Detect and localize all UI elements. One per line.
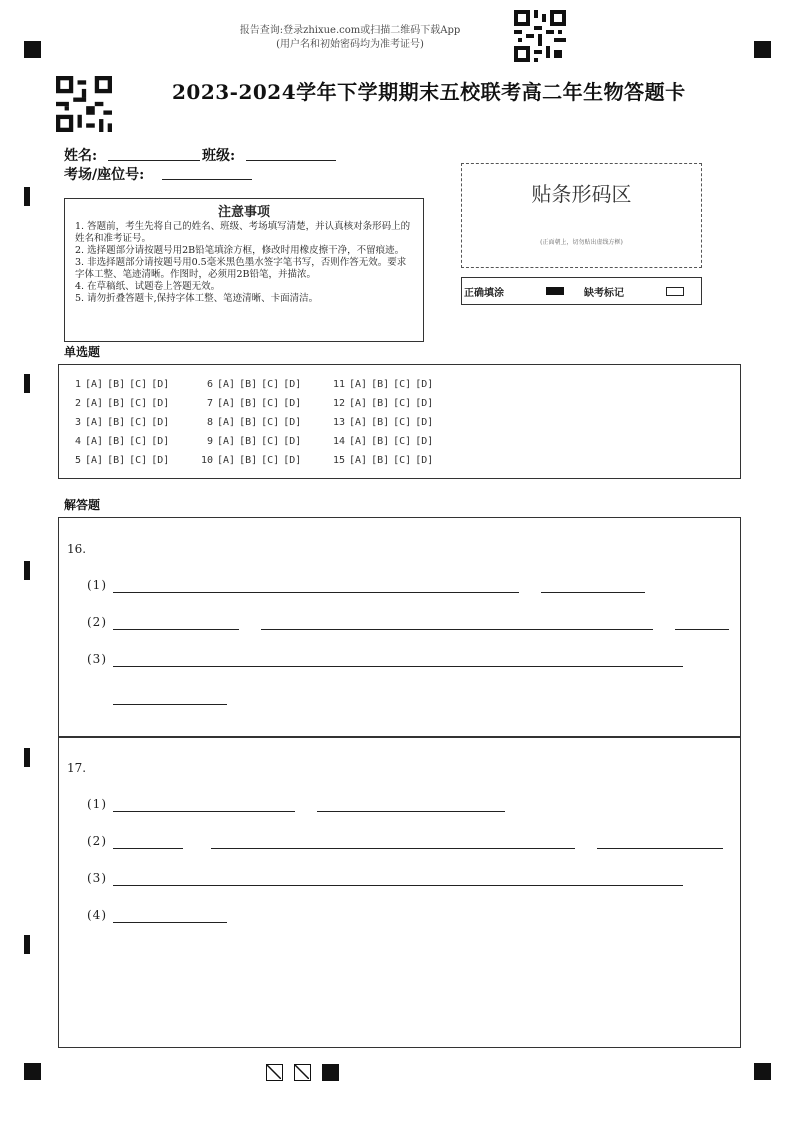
answer-line[interactable] [113, 592, 519, 593]
question-number: 12 [332, 398, 345, 409]
answer-line[interactable] [113, 848, 183, 849]
answer-line[interactable] [211, 848, 575, 849]
page-marker-box [294, 1064, 311, 1081]
option-b[interactable]: [B] [107, 417, 126, 428]
option-a[interactable]: [A] [349, 417, 368, 428]
option-c[interactable]: [C] [393, 455, 412, 466]
barcode-area[interactable] [461, 163, 702, 268]
option-d[interactable]: [D] [283, 398, 302, 409]
option-a[interactable]: [A] [217, 455, 236, 466]
name-field[interactable] [108, 160, 200, 161]
timing-mark [24, 935, 30, 954]
notice-list [65, 220, 423, 305]
option-b[interactable]: [B] [371, 398, 390, 409]
fill-example-box [461, 277, 702, 305]
answer-box-q16 [58, 517, 741, 738]
option-d[interactable]: [D] [283, 417, 302, 428]
option-b[interactable]: [B] [371, 455, 390, 466]
option-a[interactable]: [A] [349, 436, 368, 447]
option-d[interactable]: [D] [151, 398, 170, 409]
answer-line[interactable] [261, 629, 653, 630]
part-label: (4) [87, 908, 107, 922]
answer-line[interactable] [113, 704, 227, 705]
question-number-17: 17. [67, 761, 87, 775]
choice-row [65, 432, 173, 451]
question-number: 5 [74, 455, 81, 466]
question-number: 14 [332, 436, 345, 447]
option-b[interactable]: [B] [239, 379, 258, 390]
single-choice-box [58, 364, 741, 479]
part-label: (2) [87, 615, 107, 629]
notice-item: 4. 在草稿纸、试题卷上答题无效。 [75, 281, 221, 292]
option-a[interactable]: [A] [85, 455, 104, 466]
option-b[interactable]: [B] [107, 455, 126, 466]
option-a[interactable]: [A] [85, 417, 104, 428]
answer-line[interactable] [597, 848, 723, 849]
page-marker-box [266, 1064, 283, 1081]
question-number: 13 [332, 417, 345, 428]
option-c[interactable]: [C] [129, 379, 148, 390]
password-hint-line: (用户名和初始密码均为准考证号) [276, 39, 424, 50]
notice-item: 5. 请勿折叠答题卡,保持字体工整、笔迹清晰、卡面清洁。 [75, 293, 319, 304]
option-b[interactable]: [B] [239, 436, 258, 447]
part-label: (3) [87, 652, 107, 666]
corner-mark-bottom-left [24, 1063, 41, 1080]
choice-row [329, 451, 437, 470]
option-a[interactable]: [A] [85, 379, 104, 390]
option-c[interactable]: [C] [393, 436, 412, 447]
option-d[interactable]: [D] [415, 398, 434, 409]
notice-item: 2. 选择题部分请按题号用2B铅笔填涂方框，修改时用橡皮擦干净，不留痕迹。 [75, 245, 405, 256]
option-d[interactable]: [D] [151, 436, 170, 447]
option-c[interactable]: [C] [129, 417, 148, 428]
part-label: (2) [87, 834, 107, 848]
choice-column [65, 375, 173, 470]
answer-line[interactable] [113, 811, 295, 812]
question-number: 11 [332, 379, 345, 390]
option-b[interactable]: [B] [371, 379, 390, 390]
free-response-label: 解答题 [64, 498, 101, 512]
corner-mark-bottom-right [754, 1063, 771, 1080]
notice-box [64, 198, 424, 342]
option-c[interactable]: [C] [261, 379, 280, 390]
question-number: 7 [206, 398, 213, 409]
absent-mark-checkbox[interactable] [666, 287, 684, 296]
choice-row [329, 375, 437, 394]
login-line: 报告查询:登录zhixue.com或扫描二维码下载App [239, 25, 461, 36]
choice-row [329, 413, 437, 432]
option-a[interactable]: [A] [349, 398, 368, 409]
option-a[interactable]: [A] [217, 436, 236, 447]
corner-mark-top-left [24, 41, 41, 58]
answer-line[interactable] [317, 811, 505, 812]
option-d[interactable]: [D] [151, 379, 170, 390]
page-marker-filled [322, 1064, 339, 1081]
class-field[interactable] [246, 160, 336, 161]
choice-row [329, 432, 437, 451]
option-d[interactable]: [D] [415, 417, 434, 428]
app-qr-code[interactable] [514, 10, 566, 62]
question-number: 3 [74, 417, 81, 428]
option-c[interactable]: [C] [261, 417, 280, 428]
part-label: (1) [87, 578, 107, 592]
notice-title: 注意事项 [217, 205, 270, 220]
option-a[interactable]: [A] [85, 436, 104, 447]
option-c[interactable]: [C] [261, 398, 280, 409]
option-a[interactable]: [A] [349, 379, 368, 390]
choice-column [329, 375, 437, 470]
seat-field[interactable] [162, 179, 252, 180]
choice-row [65, 413, 173, 432]
part-label: (1) [87, 797, 107, 811]
timing-mark [24, 748, 30, 767]
option-b[interactable]: [B] [239, 398, 258, 409]
option-a[interactable]: [A] [85, 398, 104, 409]
seat-label: 考场/座位号: [64, 167, 145, 183]
timing-mark [24, 561, 30, 580]
option-a[interactable]: [A] [349, 455, 368, 466]
option-a[interactable]: [A] [217, 417, 236, 428]
option-b[interactable]: [B] [371, 436, 390, 447]
choice-row [197, 413, 305, 432]
corner-mark-top-right [754, 41, 771, 58]
option-b[interactable]: [B] [107, 398, 126, 409]
part-label: (3) [87, 871, 107, 885]
option-c[interactable]: [C] [129, 455, 148, 466]
option-b[interactable]: [B] [107, 379, 126, 390]
question-number: 9 [206, 436, 213, 447]
choice-row [65, 394, 173, 413]
option-d[interactable]: [D] [415, 379, 434, 390]
answer-line[interactable] [113, 666, 683, 667]
option-b[interactable]: [B] [371, 417, 390, 428]
choice-row [329, 394, 437, 413]
question-number-16: 16. [67, 542, 87, 556]
option-b[interactable]: [B] [239, 417, 258, 428]
notice-item: 3. 非选择题部分请按题号用0.5毫米黑色墨水签字笔书写，否则作答无效。要求字体工整、笔迹清晰。作图时，必须用2B铅笔，并描浓。 [75, 257, 407, 280]
correct-fill-label: 正确填涂 [464, 288, 504, 299]
option-d[interactable]: [D] [283, 436, 302, 447]
option-a[interactable]: [A] [217, 398, 236, 409]
option-d[interactable]: [D] [283, 455, 302, 466]
barcode-title: 贴条形码区 [531, 182, 632, 206]
correct-fill-sample [546, 287, 564, 295]
option-c[interactable]: [C] [261, 436, 280, 447]
answer-line[interactable] [113, 922, 227, 923]
question-number: 10 [200, 455, 213, 466]
question-number: 4 [74, 436, 81, 447]
answer-line[interactable] [113, 885, 683, 886]
choice-row [65, 375, 173, 394]
option-b[interactable]: [B] [239, 455, 258, 466]
option-d[interactable]: [D] [283, 379, 302, 390]
barcode-hint: (正面朝上，切勿贴出虚线方框) [540, 239, 623, 246]
option-c[interactable]: [C] [129, 436, 148, 447]
report-login-hint [200, 24, 500, 52]
choice-row [65, 451, 173, 470]
notice-item: 1. 答题前，考生先将自己的姓名、班级、考场填写清楚，并认真核对条形码上的姓名和准考证号。 [75, 221, 411, 244]
single-choice-label: 单选题 [64, 345, 101, 359]
question-number: 1 [74, 379, 81, 390]
choice-row [197, 451, 305, 470]
question-number: 8 [206, 417, 213, 428]
option-d[interactable]: [D] [415, 436, 434, 447]
timing-mark [24, 187, 30, 206]
question-number: 2 [74, 398, 81, 409]
option-c[interactable]: [C] [393, 379, 412, 390]
option-a[interactable]: [A] [217, 379, 236, 390]
answer-box-q17 [58, 736, 741, 1048]
answer-line[interactable] [113, 629, 239, 630]
answer-line[interactable] [541, 592, 645, 593]
class-label: 班级: [202, 148, 236, 164]
question-number: 6 [206, 379, 213, 390]
timing-mark [24, 374, 30, 393]
absent-mark-label: 缺考标记 [584, 288, 624, 299]
card-qr-code [56, 76, 112, 132]
choice-row [197, 375, 305, 394]
choice-column [197, 375, 305, 470]
option-d[interactable]: [D] [415, 455, 434, 466]
option-d[interactable]: [D] [151, 417, 170, 428]
question-number: 15 [332, 455, 345, 466]
choice-row [197, 432, 305, 451]
page-title: 2023-2024学年下学期期末五校联考高二年生物答题卡 [172, 80, 686, 104]
option-c[interactable]: [C] [129, 398, 148, 409]
answer-line[interactable] [675, 629, 729, 630]
option-b[interactable]: [B] [107, 436, 126, 447]
option-d[interactable]: [D] [151, 455, 170, 466]
option-c[interactable]: [C] [393, 417, 412, 428]
option-c[interactable]: [C] [393, 398, 412, 409]
choice-row [197, 394, 305, 413]
name-label: 姓名: [64, 148, 98, 164]
option-c[interactable]: [C] [261, 455, 280, 466]
